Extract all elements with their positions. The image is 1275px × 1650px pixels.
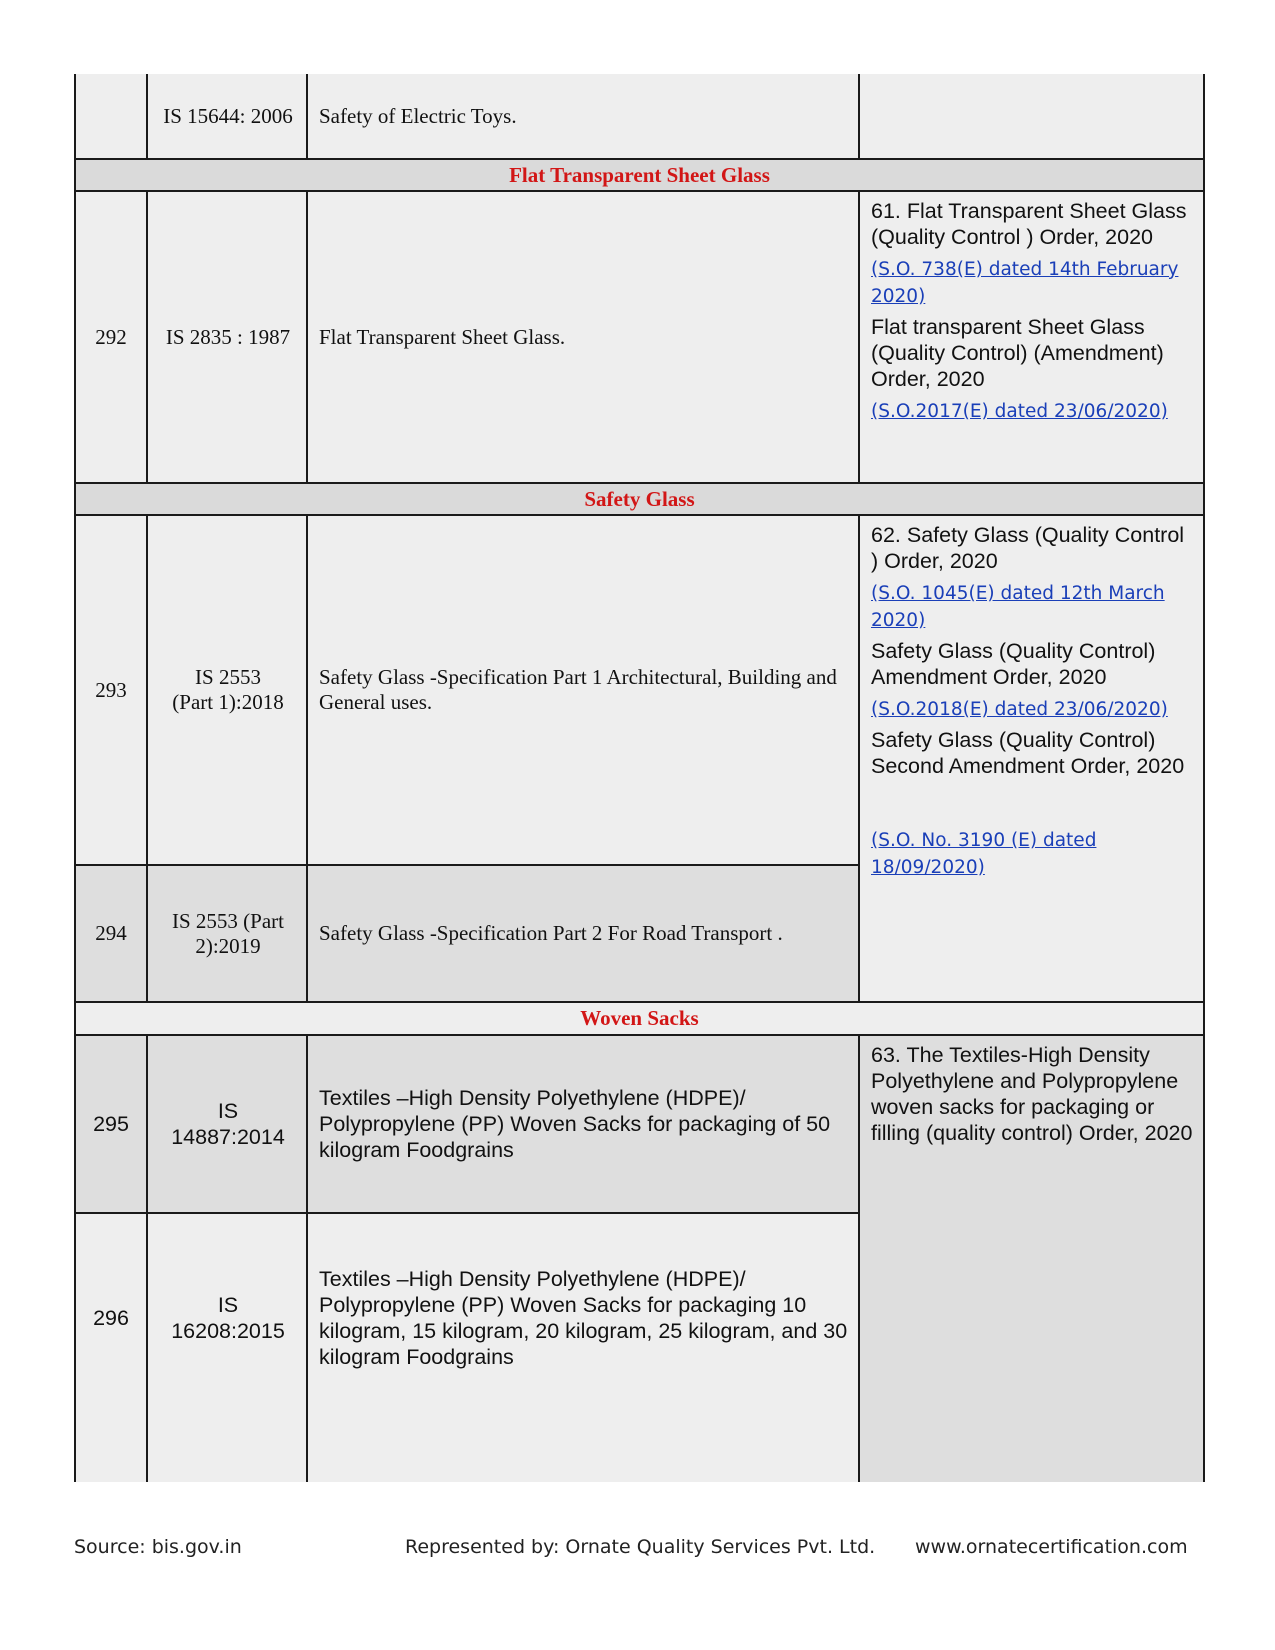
column-divider <box>858 514 860 1001</box>
is-number <box>148 1036 308 1212</box>
standards-table <box>74 74 1205 1482</box>
column-divider <box>858 190 860 482</box>
column-divider <box>858 74 860 158</box>
section-title: Woven Sacks <box>580 1006 699 1030</box>
section-title: Flat Transparent Sheet Glass <box>509 162 770 187</box>
column-divider <box>146 514 148 1001</box>
section-header <box>74 484 1205 514</box>
serial-number: 293 <box>95 677 127 702</box>
footer-website: www.ornatecertification.com <box>915 1536 1188 1558</box>
table-border <box>1203 74 1205 1482</box>
section-header <box>74 1003 1205 1034</box>
order-title: 61. Flat Transparent Sheet Glass (Quality Control ) Order, 2020 <box>871 199 1187 249</box>
row-divider <box>74 1001 1205 1003</box>
column-divider <box>306 74 308 158</box>
is-number <box>148 516 308 864</box>
qco-cell <box>860 192 1205 482</box>
column-divider <box>146 190 148 482</box>
is-number-line: IS <box>217 1293 239 1317</box>
order-link[interactable]: (S.O. No. 3190 (E) dated 18/09/2020) <box>871 830 1097 878</box>
is-number-line: IS <box>217 1099 239 1123</box>
section-title: Safety Glass <box>584 486 695 511</box>
order-title: 62. Safety Glass (Quality Control ) Order, 2020 <box>871 523 1185 573</box>
column-divider <box>858 1034 860 1482</box>
is-number-line: IS 2553 (Part <box>172 908 284 933</box>
footer-source: Source: bis.gov.in <box>74 1536 242 1558</box>
row-divider <box>74 482 1205 484</box>
description: Safety Glass -Specification Part 1 Architectural, Building and General uses. <box>319 665 837 714</box>
row-divider <box>74 514 1205 516</box>
order-link[interactable]: (S.O.2018(E) dated 23/06/2020) <box>871 699 1168 720</box>
table-border <box>74 74 76 1482</box>
footer-represented: Represented by: Ornate Quality Services Pvt. Ltd. <box>405 1536 876 1558</box>
row-divider <box>74 1034 1205 1036</box>
is-number: IS 2835 : 1987 <box>165 324 291 349</box>
order-title: Flat transparent Sheet Glass (Quality Control) (Amendment) Order, 2020 <box>871 315 1164 391</box>
section-header <box>74 160 1205 190</box>
column-divider <box>306 190 308 482</box>
description: Flat Transparent Sheet Glass. <box>319 324 566 349</box>
is-number: IS 15644: 2006 <box>163 103 293 128</box>
is-number <box>148 1214 308 1422</box>
order-title: Safety Glass (Quality Control) Amendment Order, 2020 <box>871 639 1156 689</box>
description: Safety of Electric Toys. <box>319 103 517 128</box>
is-number-line: 2):2019 <box>195 933 261 958</box>
row-divider <box>74 158 1205 160</box>
qco-cell <box>860 516 1205 1001</box>
order-link[interactable]: (S.O. 738(E) dated 14th February 2020) <box>871 259 1179 307</box>
is-number-line: 16208:2015 <box>171 1319 285 1343</box>
is-number-line: 14887:2014 <box>171 1125 285 1149</box>
serial-number: 292 <box>95 324 127 349</box>
description: Textiles –High Density Polyethylene (HDPE)/ Polypropylene (PP) Woven Sacks for packaging 10 kilogram, 15 kilogram, 20 kilogram, 25 kilogram, and 30 kilogram Foodgrains <box>319 1267 848 1369</box>
is-number-line: (Part 1):2018 <box>172 690 284 714</box>
order-link[interactable]: (S.O.2017(E) dated 23/06/2020) <box>871 401 1168 422</box>
order-title: Safety Glass (Quality Control) Second Amendment Order, 2020 <box>871 728 1185 778</box>
qco-cell <box>860 1036 1205 1482</box>
is-number-line: IS 2553 <box>195 665 261 689</box>
row-divider <box>74 1212 860 1214</box>
serial-number: 294 <box>95 921 127 945</box>
serial-number: 296 <box>93 1306 129 1330</box>
column-divider <box>306 514 308 1001</box>
order-title: 63. The Textiles-High Density Polyethylene and Polypropylene woven sacks for packaging or filling (quality control) Order, 2020 <box>871 1043 1193 1145</box>
column-divider <box>146 74 148 158</box>
row-divider <box>74 864 860 866</box>
order-link[interactable]: (S.O. 1045(E) dated 12th March 2020) <box>871 583 1165 631</box>
description: Textiles –High Density Polyethylene (HDPE)/ Polypropylene (PP) Woven Sacks for packaging of 50 kilogram Foodgrains <box>319 1086 831 1162</box>
column-divider <box>146 1034 148 1482</box>
is-number <box>148 866 308 1001</box>
column-divider <box>306 1034 308 1482</box>
serial-number: 295 <box>93 1112 129 1136</box>
row-divider <box>74 190 1205 192</box>
description: Safety Glass -Specification Part 2 For Road Transport . <box>319 921 783 945</box>
